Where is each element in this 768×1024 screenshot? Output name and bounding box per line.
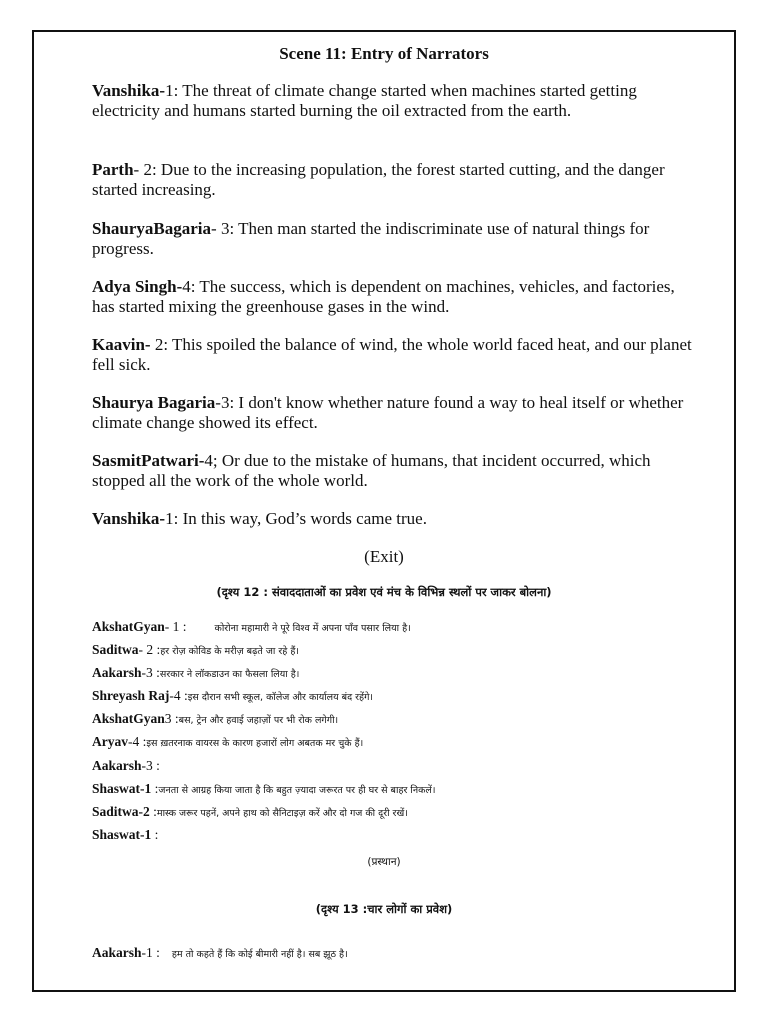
dialogue-line	[92, 393, 692, 433]
dialogue-text: - 2: Due to the increasing population, the forest started cutting, and the danger started increasing.	[92, 160, 665, 199]
speaker-name: Saditwa	[92, 642, 139, 657]
speaker-name: ShauryaBagaria	[92, 219, 212, 238]
dialogue-line	[92, 665, 712, 681]
dialogue-line	[92, 451, 692, 491]
scene-11-title: Scene 11: Entry of Narrators	[279, 44, 489, 63]
speaker-name: Vanshika-	[92, 81, 166, 100]
speaker-name: Aryav	[92, 734, 128, 749]
speaker-name: Shaurya Bagaria	[92, 393, 216, 412]
speaker-number: -1 :	[141, 945, 160, 960]
speaker-name: Saditwa-2	[92, 804, 150, 819]
dialogue-line	[92, 219, 692, 259]
dialogue-text: 2: This spoiled the balance of wind, the whole world faced heat, and our planet fell sick.	[92, 335, 692, 374]
dialogue-line	[92, 509, 692, 529]
dialogue-text: हर रोज़ कोविड के मरीज़ बढ़ते जा रहे हैं।	[160, 646, 299, 657]
speaker-name: Aakarsh	[92, 945, 142, 960]
speaker-name: AkshatGyan	[92, 619, 165, 634]
scene-12-title: (दृश्य 12 : संवाददाताओं का प्रवेश एवं मंच के विभिन्न स्थलों पर जाकर बोलना)	[216, 585, 552, 599]
exit-direction: (प्रस्थान)	[367, 856, 401, 868]
dialogue-text: 4: The success, which is dependent on machines, vehicles, and factories, has started mixing the greenhouse gases in the wind.	[92, 277, 675, 316]
speaker-name: Shaswat-1	[92, 781, 152, 796]
speaker-number: :	[151, 827, 159, 842]
dialogue-line	[92, 619, 712, 635]
speaker-name: Kaavin-	[92, 335, 151, 354]
speaker-name: Aakarsh	[92, 665, 142, 680]
speaker-name: Shaswat-1	[92, 827, 152, 842]
dialogue-line	[92, 945, 712, 961]
dialogue-line	[92, 734, 712, 750]
dialogue-line	[92, 335, 692, 375]
dialogue-text: बस, ट्रेन और हवाई जहाज़ों पर भी रोक लगेगी।	[178, 715, 339, 726]
speaker-number: - 1 :	[164, 619, 187, 634]
speaker-number: -4 :	[128, 734, 147, 749]
dialogue-line	[92, 81, 692, 121]
dialogue-text: जनता से आग्रह किया जाता है कि बहुत ज़्यादा जरूरत पर ही घर से बाहर निकलें।	[158, 785, 436, 796]
dialogue-text: 4; Or due to the mistake of humans, that incident occurred, which stopped all the work of the whole world.	[92, 451, 651, 490]
speaker-number: 3 :	[164, 711, 179, 726]
speaker-number: -3 :	[141, 758, 160, 773]
speaker-number: :	[151, 781, 159, 796]
exit-direction: (Exit)	[364, 547, 404, 566]
speaker-name: Vanshika-	[92, 509, 166, 528]
scene-13-title: (दृश्य 13 :चार लोगों का प्रवेश)	[315, 902, 453, 916]
speaker-name: Shreyash Raj	[92, 688, 170, 703]
dialogue-text: 1: In this way, God’s words came true.	[165, 509, 427, 528]
document-page	[32, 30, 736, 992]
speaker-name: AkshatGyan	[92, 711, 165, 726]
dialogue-line	[92, 688, 712, 704]
dialogue-text: हम तो कहते हैं कि कोई बीमारी नहीं है। सब झूठ है।	[171, 949, 348, 960]
dialogue-text: इस ख़तरनाक वायरस के कारण हजारों लोग अबतक मर चुके हैं।	[146, 738, 364, 749]
dialogue-text: - 3: Then man started the indiscriminate use of natural things for progress.	[92, 219, 650, 258]
dialogue-line	[92, 758, 712, 774]
dialogue-text: मास्क जरूर पहनें, अपने हाथ को सैनिटाइज़ करें और दो गज की दूरी रखें।	[156, 808, 408, 819]
speaker-number: -4 :	[169, 688, 188, 703]
dialogue-line	[92, 277, 692, 317]
dialogue-line	[92, 160, 692, 200]
dialogue-line	[92, 804, 712, 820]
speaker-name: Adya Singh-	[92, 277, 183, 296]
speaker-number: - 2 :	[138, 642, 161, 657]
speaker-name: SasmitPatwari-	[92, 451, 205, 470]
dialogue-line	[92, 781, 712, 797]
dialogue-text: इस दौरान सभी स्कूल, कॉलेज और कार्यालय बंद रहेंगे।	[187, 692, 374, 703]
speaker-number: -3 :	[141, 665, 160, 680]
dialogue-line	[92, 711, 712, 727]
dialogue-text: सरकार ने लॉकडाउन का फैसला लिया है।	[159, 669, 300, 680]
speaker-name: Aakarsh	[92, 758, 142, 773]
dialogue-text: 1: The threat of climate change started when machines started getting electricity and humans started burning the oil extracted from the earth.	[92, 81, 637, 120]
speaker-name: Parth	[92, 160, 134, 179]
dialogue-line	[92, 642, 712, 658]
dialogue-text: कोरोना महामारी ने पूरे विश्व में अपना पाँव पसार लिया है।	[214, 623, 411, 634]
dialogue-text: -3: I don't know whether nature found a way to heal itself or whether climate change showed its effect.	[92, 393, 684, 432]
dialogue-line	[92, 827, 712, 843]
speaker-number: :	[149, 804, 157, 819]
